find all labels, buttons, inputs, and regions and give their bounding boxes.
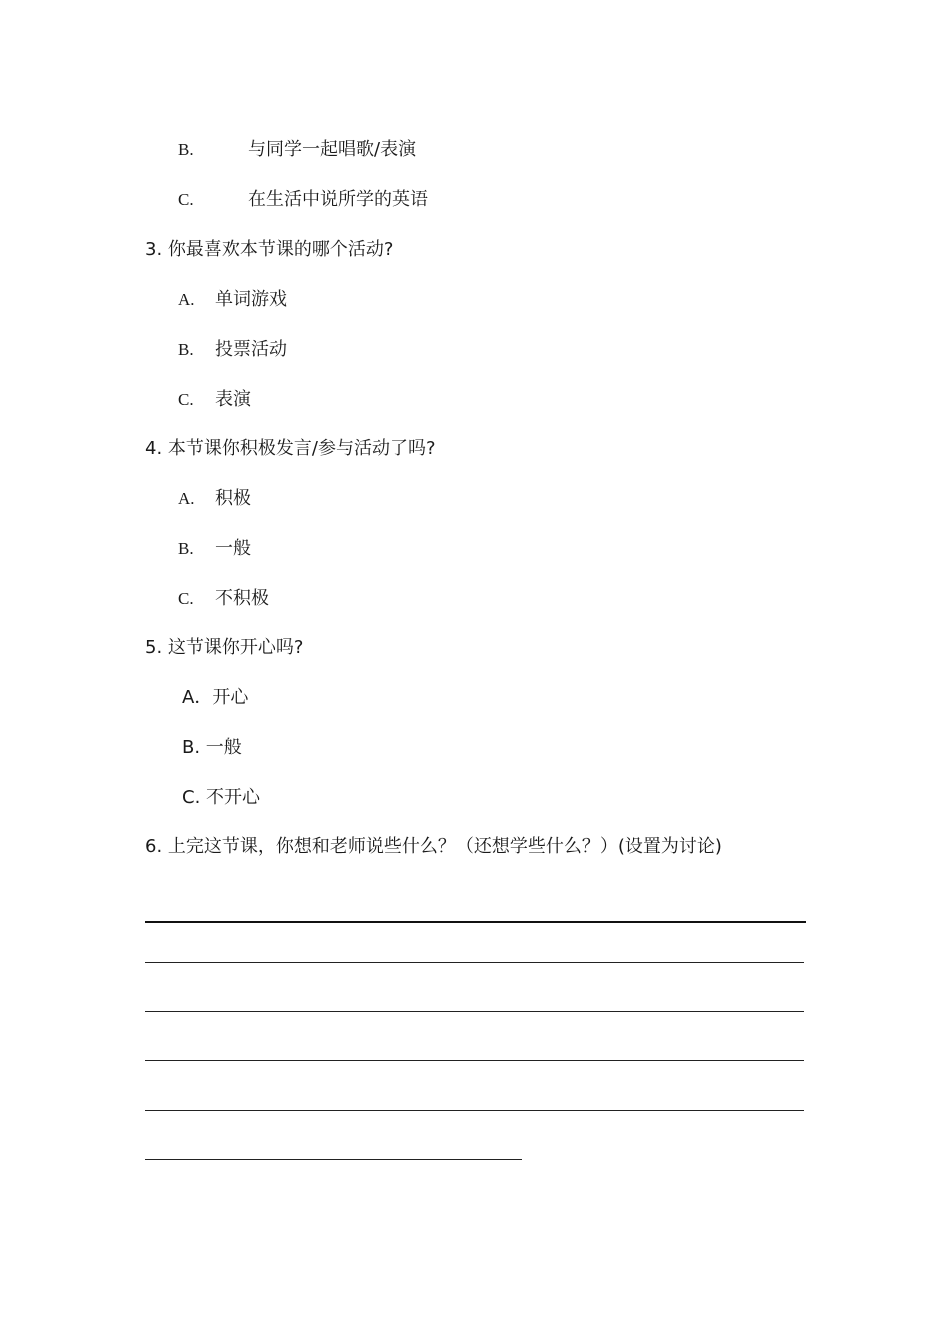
q4-option-b: [178, 537, 251, 561]
q5-option-a: A．开心: [182, 687, 249, 708]
option-letter: C.: [178, 190, 194, 209]
option-text: 在生活中说所学的英语: [248, 189, 428, 210]
question-6: 6. 上完这节课，你想和老师说些什么？（还想学些什么？）(设置为讨论): [145, 836, 722, 857]
q3-option-c: [178, 388, 251, 412]
answer-line: [145, 962, 804, 963]
question-number: 3.: [145, 239, 163, 260]
option-letter: B.: [178, 340, 194, 359]
question-text: 这节课你开心吗?: [167, 637, 304, 658]
option-letter: B.: [178, 539, 194, 558]
answer-line: [145, 921, 806, 923]
answer-line: [145, 1060, 804, 1061]
question-number: 5.: [145, 637, 163, 658]
answer-line: [145, 1011, 804, 1012]
q2-option-c: [178, 188, 428, 212]
question-text: 你最喜欢本节课的哪个活动?: [167, 239, 394, 260]
q4-option-a: [178, 487, 251, 511]
question-4: [145, 437, 436, 461]
q3-option-b: [178, 338, 287, 362]
option-letter: B.: [178, 140, 194, 159]
option-letter: C.: [178, 390, 194, 409]
question-3: [145, 238, 393, 262]
option-text: 积极: [215, 488, 251, 509]
answer-line: [145, 1159, 522, 1160]
question-5: [145, 636, 303, 660]
q4-option-c: [178, 587, 269, 611]
option-text: 不积极: [215, 588, 269, 609]
question-text: 本节课你积极发言/参与活动了吗?: [167, 438, 436, 459]
question-number: 4.: [145, 438, 163, 459]
q3-option-a: [178, 288, 287, 312]
option-letter: A.: [178, 489, 195, 508]
option-text: 一般: [215, 538, 251, 559]
answer-line: [145, 1110, 804, 1111]
option-letter: C.: [178, 589, 194, 608]
q5-option-c: C. 不开心: [182, 787, 261, 808]
option-text: 投票活动: [215, 339, 287, 360]
option-letter: A.: [178, 290, 195, 309]
option-text: 与同学一起唱歌/表演: [248, 139, 417, 160]
q2-option-b: [178, 138, 416, 162]
q5-option-b: B. 一般: [182, 737, 242, 758]
option-text: 单词游戏: [215, 289, 287, 310]
option-text: 表演: [215, 389, 251, 410]
